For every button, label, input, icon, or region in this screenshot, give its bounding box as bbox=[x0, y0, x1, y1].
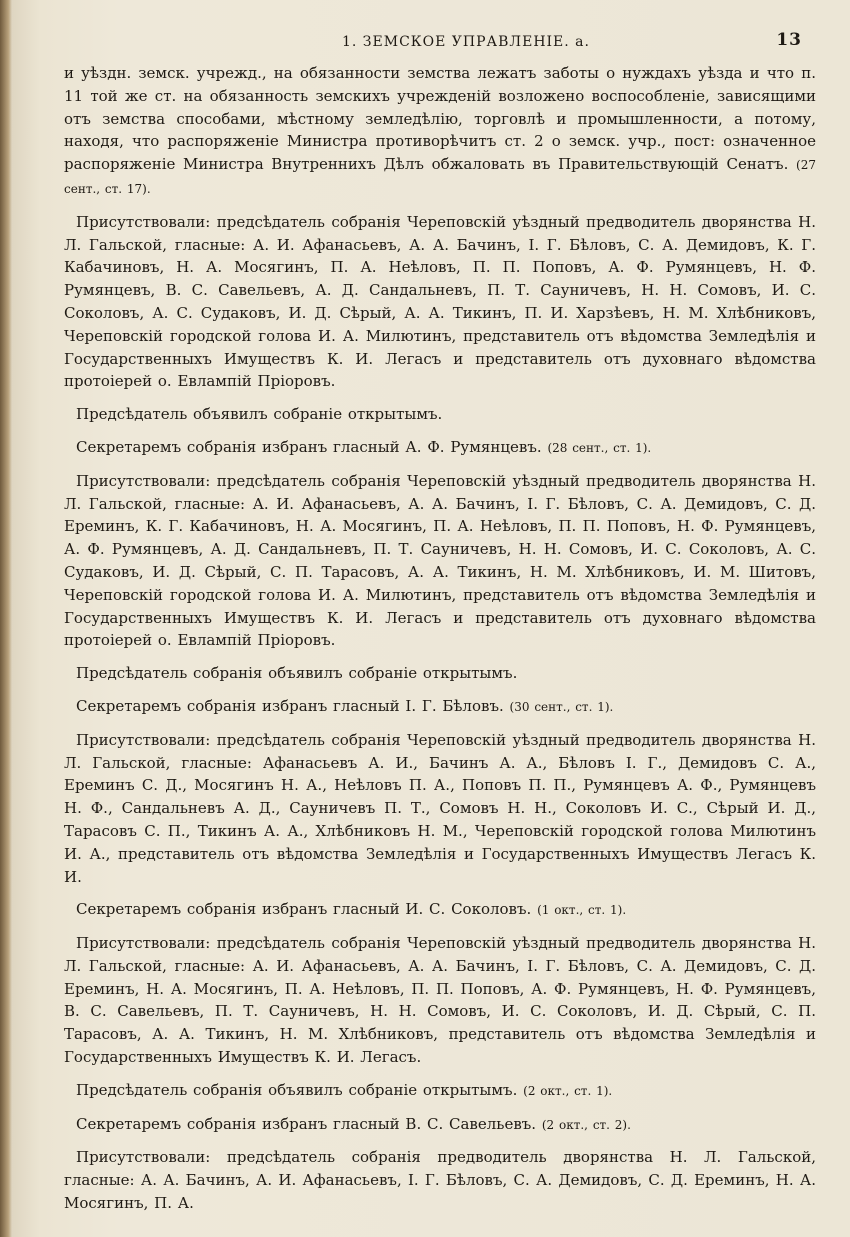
paragraph bbox=[64, 898, 816, 922]
page-number: 13 bbox=[776, 30, 802, 50]
body-text bbox=[64, 62, 816, 1215]
paragraph bbox=[64, 1079, 816, 1103]
paragraph-text: Секретаремъ собранія избранъ гласный А. Ф. Румянцевъ. bbox=[76, 437, 542, 456]
reference-note: (27 сент., ст. 17). bbox=[64, 158, 816, 196]
book-spine-shadow bbox=[0, 0, 12, 1237]
paragraph bbox=[64, 729, 816, 889]
reference-note: (30 сент., ст. 1). bbox=[509, 699, 614, 714]
paragraph-text: Присутствовали: предсѣдатель собранія Череповскій уѣздный предводитель дворянства Н. Л. Гальской, гласные: А. И. Афанасьевъ, А. А. Бачинъ, I. Г. Бѣловъ, С. А. Демидовъ, С. Д. Ереминъ, К. Г. Кабачиновъ, Н. А. Мосягинъ, П. А. Неѣловъ, П. П. Поповъ, Н. Ф. Румянцевъ, А. Ф. Румянцевъ, А. Д. Сандальневъ, П. Т. Сауничевъ, Н. Н. Сомовъ, И. С. Соколовъ, А. С. Судаковъ, И. Д. Сѣрый, С. П. Тарасовъ, А. А. Тикинъ, Н. М. Хлѣбниковъ, И. М. Шитовъ, Череповскій городской голова И. А. Милютинъ, представитель отъ вѣдомства Земледѣлія и Государственныхъ Имуществъ К. И. Легасъ и представитель отъ духовнаго вѣдомства протоіерей о. Евлампій Пріоровъ. bbox=[64, 471, 816, 650]
page-header bbox=[64, 30, 816, 56]
paragraph-text: Секретаремъ собранія избранъ гласный I. Г. Бѣловъ. bbox=[76, 696, 504, 715]
paragraph bbox=[64, 470, 816, 652]
paragraph bbox=[64, 62, 816, 201]
paragraph-text: Присутствовали: предсѣдатель собранія Череповскій уѣздный предводитель дворянства Н. Л. Гальской, гласные: А. И. Афанасьевъ, А. А. Бачинъ, I. Г. Бѣловъ, С. А. Демидовъ, С. Д. Ереминъ, Н. А. Мосягинъ, П. А. Неѣловъ, П. П. Поповъ, А. Ф. Румянцевъ, Н. Ф. Румянцевъ, В. С. Савельевъ, П. Т. Сауничевъ, Н. Н. Сомовъ, И. С. Соколовъ, И. Д. Сѣрый, С. П. Тарасовъ, А. А. Тикинъ, Н. М. Хлѣбниковъ, представитель отъ вѣдомства Земледѣлія и Государственныхъ Имуществъ К. И. Легасъ. bbox=[64, 934, 816, 1067]
paragraph bbox=[64, 1146, 816, 1214]
paragraph bbox=[64, 211, 816, 393]
paragraph bbox=[64, 403, 816, 426]
paragraph-text: Секретаремъ собранія избранъ гласный И. С. Соколовъ. bbox=[76, 900, 532, 919]
paragraph bbox=[64, 695, 816, 719]
reference-note: (2 окт., ст. 1). bbox=[523, 1083, 613, 1098]
reference-note: (28 сент., ст. 1). bbox=[547, 440, 652, 455]
paragraph-text: Присутствовали: предсѣдатель собранія Череповскій уѣздный предводитель дворянства Н. Л. Гальской, гласные: А. И. Афанасьевъ, А. А. Бачинъ, I. Г. Бѣловъ, С. А. Демидовъ, К. Г. Кабачиновъ, Н. А. Мосягинъ, П. А. Неѣловъ, П. П. Поповъ, А. Ф. Румянцевъ, Н. Ф. Румянцевъ, В. С. Савельевъ, А. Д. Сандальневъ, П. Т. Сауничевъ, Н. Н. Сомовъ, И. С. Соколовъ, А. С. Судаковъ, И. Д. Сѣрый, А. А. Тикинъ, П. И. Харзѣевъ, Н. М. Хлѣбниковъ, Череповскій городской голова И. А. Милютинъ, представитель отъ вѣдомства Земледѣлія и Государственныхъ Имуществъ К. И. Легасъ и представитель отъ духовнаго вѣдомства протоіерей о. Евлампій Пріоровъ. bbox=[64, 212, 816, 391]
reference-note: (1 окт., ст. 1). bbox=[537, 903, 627, 918]
paragraph bbox=[64, 1113, 816, 1137]
paragraph-text: Секретаремъ собранія избранъ гласный В. С. Савельевъ. bbox=[76, 1114, 537, 1133]
paragraph-text: Присутствовали: предсѣдатель собранія Череповскій уѣздный предводитель дворянства Н. Л. Гальской, гласные: Афанасьевъ А. И., Бачинъ А. А., Бѣловъ I. Г., Демидовъ С. А., Ереминъ С. Д., Мосягинъ Н. А., Неѣловъ П. А., Поповъ П. П., Румянцевъ А. Ф., Румянцевъ Н. Ф., Сандальневъ А. Д., Сауничевъ П. Т., Сомовъ Н. Н., Соколовъ И. С., Сѣрый И. Д., Тарасовъ С. П., Тикинъ А. А., Хлѣбниковъ Н. М., Череповскій городской голова Милютинъ И. А., представитель отъ вѣдомства Земледѣлія и Государственныхъ Имуществъ Легасъ К. И. bbox=[64, 730, 816, 886]
paragraph bbox=[64, 436, 816, 460]
paragraph-text: Присутствовали: предсѣдатель собранія предводитель дворянства Н. Л. Гальской, гласные: А. А. Бачинъ, А. И. Афанасьевъ, I. Г. Бѣловъ, С. А. Демидовъ, С. Д. Ереминъ, Н. А. Мосягинъ, П. А. bbox=[64, 1148, 816, 1213]
reference-note: (2 окт., ст. 2). bbox=[541, 1117, 631, 1132]
paragraph-text: Предсѣдатель собранія объявилъ собраніе открытымъ. bbox=[76, 1080, 518, 1099]
paragraph bbox=[64, 932, 816, 1069]
running-title: 1. ЗЕМСКОЕ УПРАВЛЕНIЕ. а. bbox=[342, 34, 590, 50]
paragraph-text: и уѣздн. земск. учрежд., на обязанности земства лежатъ заботы о нуждахъ уѣзда и что п. 11 той же ст. на обязанность земскихъ учрежденій возложено воспособленіе, зависящими отъ земства способами, мѣстному земледѣлію, торговлѣ и промышленности, а потому, находя, что распоряженіе Министра противорѣчитъ ст. 2 о земск. учр., пост: означенное распоряженіе Министра Внутреннихъ Дѣлъ обжаловать въ Правительствующій Сенатъ. bbox=[64, 64, 816, 174]
paragraph-text: Предсѣдатель объявилъ собраніе открытымъ. bbox=[76, 405, 443, 424]
paragraph bbox=[64, 662, 816, 685]
paragraph-text: Предсѣдатель собранія объявилъ собраніе открытымъ. bbox=[76, 664, 518, 683]
